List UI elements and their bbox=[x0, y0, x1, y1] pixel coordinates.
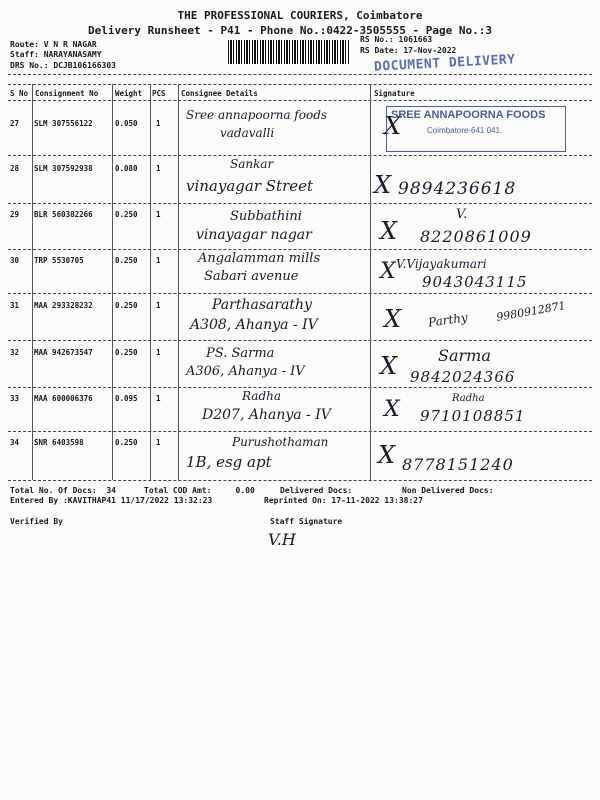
row-pcs: 1 bbox=[156, 301, 161, 310]
row-pcs: 1 bbox=[156, 210, 161, 219]
row-consignment: SLM 307592938 bbox=[34, 164, 93, 173]
row-sno: 27 bbox=[10, 119, 20, 128]
consignee-address: 1B, esg apt bbox=[186, 453, 272, 471]
row-pcs: 1 bbox=[156, 119, 161, 128]
delivery-mark: X bbox=[384, 112, 402, 140]
row-weight: 0.250 bbox=[115, 301, 138, 310]
table-row bbox=[8, 433, 592, 479]
receiver-phone: 9894236618 bbox=[398, 179, 517, 199]
row-consignment: SNR 6403598 bbox=[34, 438, 84, 447]
receiver-phone: 9043043115 bbox=[422, 273, 528, 291]
delivery-mark: X bbox=[380, 217, 398, 245]
delivered-docs: Delivered Docs: bbox=[280, 486, 353, 495]
delivery-mark: X bbox=[384, 397, 400, 422]
row-consignment: BLR 560382266 bbox=[34, 210, 93, 219]
receiver-phone: 9980912871 bbox=[495, 299, 567, 324]
reprinted-on: Reprinted On: 17-11-2022 13:38:27 bbox=[264, 496, 423, 505]
consignee-address: vinayagar Street bbox=[186, 177, 314, 195]
table-row bbox=[8, 342, 592, 387]
total-docs: Total No. Of Docs: 34 bbox=[10, 486, 116, 495]
row-rule bbox=[8, 340, 592, 341]
runsheet-title: Delivery Runsheet - P41 - Phone No.:0422-3505555 - Page No.:3 bbox=[88, 24, 492, 37]
row-weight: 0.250 bbox=[115, 210, 138, 219]
receiver-phone: 9842024366 bbox=[410, 368, 516, 386]
document-delivery-stamp: DOCUMENT DELIVERY bbox=[373, 52, 516, 75]
consignee-address: vadavalli bbox=[220, 126, 275, 140]
total-cod: Total COD Amt: 0.00 bbox=[144, 486, 255, 495]
consignee-name: PS. Sarma bbox=[206, 346, 275, 361]
header-rule bbox=[8, 100, 592, 101]
col-header-sno: S No bbox=[10, 89, 29, 98]
non-delivered-docs: Non Delivered Docs: bbox=[402, 486, 494, 495]
receiver-phone: 8778151240 bbox=[402, 455, 514, 474]
company-title: THE PROFESSIONAL COURIERS, Coimbatore bbox=[177, 9, 423, 22]
drs-number: DRS No.: DCJB106166303 bbox=[10, 61, 116, 70]
receiver-signature: Parthy bbox=[427, 310, 469, 330]
consignee-name: Subbathini bbox=[230, 209, 302, 224]
row-rule bbox=[8, 387, 592, 388]
consignee-address: vinayagar nagar bbox=[196, 227, 312, 243]
row-consignment: MAA 293328232 bbox=[34, 301, 93, 310]
delivery-mark: X bbox=[378, 441, 396, 469]
consignee-address: A308, Ahanya - IV bbox=[190, 317, 318, 333]
receiver-signature: V.Vijayakumari bbox=[396, 257, 487, 271]
row-pcs: 1 bbox=[156, 348, 161, 357]
col-header-details: Consignee Details bbox=[181, 89, 258, 98]
consignee-address: Sabari avenue bbox=[204, 269, 299, 284]
table-row bbox=[8, 102, 592, 155]
delivery-mark: X bbox=[374, 171, 392, 199]
seal-name: SREE ANNAPOORNA FOODS bbox=[391, 109, 546, 121]
row-sno: 34 bbox=[10, 438, 20, 447]
table-bottom-rule bbox=[8, 480, 592, 481]
verified-by-label: Verified By bbox=[10, 517, 63, 526]
consignee-name: Parthasarathy bbox=[212, 297, 312, 313]
col-header-consignment: Consignment No bbox=[35, 89, 99, 98]
row-pcs: 1 bbox=[156, 438, 161, 447]
row-sno: 29 bbox=[10, 210, 20, 219]
route-label: Route: V N R NAGAR bbox=[10, 40, 97, 49]
row-consignment: TRP 5530705 bbox=[34, 256, 84, 265]
row-weight: 0.250 bbox=[115, 256, 138, 265]
row-rule bbox=[8, 293, 592, 294]
seal-city: Coimbatore-641 041. bbox=[427, 126, 503, 135]
col-header-weight: Weight bbox=[115, 89, 143, 98]
row-weight: 0.080 bbox=[115, 164, 138, 173]
receiver-signature: Radha bbox=[452, 393, 485, 404]
row-weight: 0.250 bbox=[115, 348, 138, 357]
row-consignment: MAA 942673547 bbox=[34, 348, 93, 357]
row-weight: 0.050 bbox=[115, 119, 138, 128]
receiver-signature: V. bbox=[456, 207, 468, 222]
row-consignment: SLM 307556122 bbox=[34, 119, 93, 128]
row-rule bbox=[8, 249, 592, 250]
consignee-name: Sankar bbox=[230, 157, 274, 171]
table-row bbox=[8, 157, 592, 203]
row-rule bbox=[8, 155, 592, 156]
row-sno: 33 bbox=[10, 394, 20, 403]
table-top-rule-2 bbox=[8, 84, 592, 85]
receiver-phone: 9710108851 bbox=[420, 407, 526, 425]
row-sno: 28 bbox=[10, 164, 20, 173]
row-weight: 0.095 bbox=[115, 394, 138, 403]
consignee-name: Radha bbox=[242, 389, 282, 403]
staff-label: Staff: NARAYANASAMY bbox=[10, 50, 102, 59]
table-top-rule bbox=[8, 74, 592, 75]
receiver-phone: 8220861009 bbox=[420, 227, 532, 246]
consignee-address: D207, Ahanya - IV bbox=[202, 407, 331, 423]
barcode-image bbox=[228, 40, 350, 64]
consignee-address: A306, Ahanya - IV bbox=[186, 364, 305, 379]
consignee-name: Sree annapoorna foods bbox=[186, 108, 328, 122]
consignee-name: Angalamman mills bbox=[198, 251, 321, 266]
table-row bbox=[8, 205, 592, 249]
col-header-signature: Signature bbox=[374, 89, 415, 98]
table-row bbox=[8, 389, 592, 431]
row-sno: 30 bbox=[10, 256, 20, 265]
col-header-pcs: PCS bbox=[152, 89, 166, 98]
delivery-mark: X bbox=[380, 352, 398, 380]
row-sno: 32 bbox=[10, 348, 20, 357]
row-rule bbox=[8, 203, 592, 204]
staff-signature: V.H bbox=[268, 530, 296, 549]
rs-date: RS Date: 17-Nov-2022 bbox=[360, 46, 457, 55]
row-consignment: MAA 600006376 bbox=[34, 394, 93, 403]
row-rule bbox=[8, 431, 592, 432]
entered-by: Entered By :KAVITHAP41 11/17/2022 13:32:23 bbox=[10, 496, 213, 505]
table-row bbox=[8, 251, 592, 293]
rs-number: RS No.: 1061663 bbox=[360, 35, 433, 44]
receiver-seal-stamp bbox=[386, 106, 566, 152]
receiver-signature: Sarma bbox=[438, 346, 491, 365]
row-pcs: 1 bbox=[156, 164, 161, 173]
staff-signature-label: Staff Signature bbox=[270, 517, 343, 526]
delivery-mark: X bbox=[384, 305, 402, 333]
row-weight: 0.250 bbox=[115, 438, 138, 447]
row-pcs: 1 bbox=[156, 256, 161, 265]
consignee-name: Purushothaman bbox=[232, 435, 329, 449]
delivery-mark: X bbox=[380, 259, 396, 284]
row-pcs: 1 bbox=[156, 394, 161, 403]
table-row bbox=[8, 295, 592, 340]
row-sno: 31 bbox=[10, 301, 20, 310]
